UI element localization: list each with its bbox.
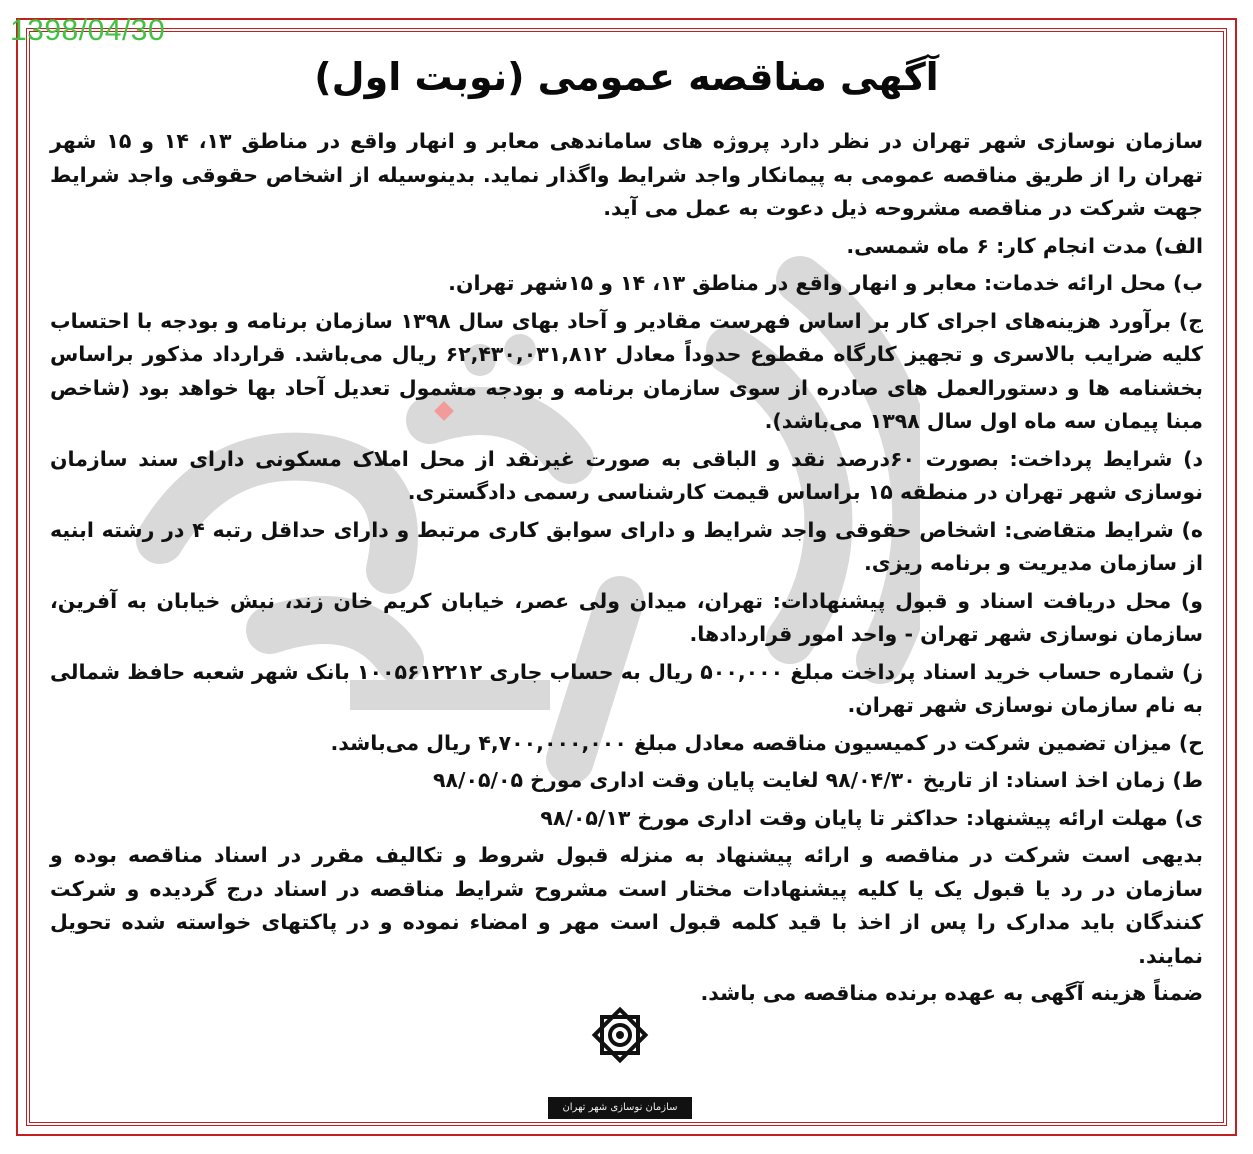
date-stamp: 1398/04/30	[10, 14, 166, 47]
clause-jim: ج) برآورد هزینه‌های اجرای کار بر اساس فهرست مقادیر و آحاد بهای سال ۱۳۹۸ سازمان برنامه و بودجه با احتساب کلیه ضرایب بالاسری و تجهیز کارگاه مقطوع حدوداً معادل ۶۲,۴۳۰,۰۳۱,۸۱۲ ریال می‌باشد. قرارداد مذکور براساس بخشنامه ها و دستورالعمل های صادره از سوی سازمان برنامه و بودجه مشمول تعدیل آحاد بها خواهد بود (شاخص مبنا پیمان سه ماه اول سال ۱۳۹۸ می‌باشد).	[50, 308, 1203, 433]
clause-alef: الف) مدت انجام کار: ۶ ماه شمسی.	[846, 233, 1203, 258]
notice-body	[50, 55, 1203, 1015]
clause-vav: و) محل دریافت اسناد و قبول پیشنهادات: تهران، میدان ولی عصر، خیابان کریم خان زند، نبش خیابان به آفرین، سازمان نوسازی شهر تهران - واحد امور قراردادها.	[50, 588, 1203, 646]
notice-title: آگهی مناقصه عمومی (نوبت اول)	[314, 55, 939, 99]
clause-he-2: ح) میزان تضمین شرکت در کمیسیون مناقصه معادل مبلغ ۴,۷۰۰,۰۰۰,۰۰۰ ریال می‌باشد.	[330, 730, 1203, 755]
cost-note: ضمناً هزینه آگهی به عهده برنده مناقصه می باشد.	[700, 981, 1203, 1005]
clause-he: ه) شرایط متقاضی: اشخاص حقوقی واجد شرایط و دارای سوابق کاری مرتبط و دارای حداقل رتبه ۴ در رشته ابنیه از سازمان مدیریت و برنامه ریزی.	[50, 517, 1204, 575]
clause-ye: ی) مهلت ارائه پیشنهاد: حداکثر تا پایان وقت اداری مورخ ۹۸/۰۵/۱۳	[540, 805, 1203, 830]
closing-paragraph: بدیهی است شرکت در مناقصه و ارائه پیشنهاد به منزله قبول شروط و تکالیف مقرر در اسناد مناقصه بوده و سازمان در رد یا قبول یک یا کلیه پیشنهادات مختار است مشروح شرایط مناقصه در اسناد درج گردیده و شرکت کنندگان باید مدارک را پس از اخذ با قید کلمه قبول است مهر و امضاء نموده و در پاکتهای خواسته شده تحویل نمایند.	[50, 843, 1203, 968]
clause-dal: د) شرایط پرداخت: بصورت ۶۰درصد نقد و الباقی به صورت غیرنقد از محل املاک مسکونی دارای سند سازمان نوسازی شهر تهران در منطقه ۱۵ براساس قیمت کارشناسی رسمی دادگستری.	[50, 446, 1203, 504]
clause-ta: ط) زمان اخذ اسناد: از تاریخ ۹۸/۰۴/۳۰ لغایت پایان وقت اداری مورخ ۹۸/۰۵/۰۵	[432, 768, 1203, 792]
organization-logo-icon	[585, 1000, 655, 1070]
logo-caption: سازمان نوسازی شهر تهران	[548, 1097, 692, 1119]
clause-be: ب) محل ارائه خدمات: معابر و انهار واقع در مناطق ۱۳، ۱۴ و ۱۵شهر تهران.	[448, 271, 1203, 295]
intro-paragraph: سازمان نوسازی شهر تهران در نظر دارد پروژه های ساماندهی معابر و انهار واقع در مناطق ۱۳، ۱۴ و ۱۵ شهر تهران را از طریق مناقصه عمومی به پیمانکار واجد شرایط واگذار نماید. بدینوسیله از اشخاص حقوقی واجد شرایط جهت شرکت در مناقصه مشروحه ذیل دعوت به عمل می آید.	[50, 129, 1203, 220]
clause-ze: ز) شماره حساب خرید اسناد پرداخت مبلغ ۵۰۰,۰۰۰ ریال به حساب جاری ۱۰۰۵۶۱۲۲۱۲ بانک شهر شعبه حافظ شمالی به نام سازمان نوسازی شهر تهران.	[50, 659, 1203, 717]
